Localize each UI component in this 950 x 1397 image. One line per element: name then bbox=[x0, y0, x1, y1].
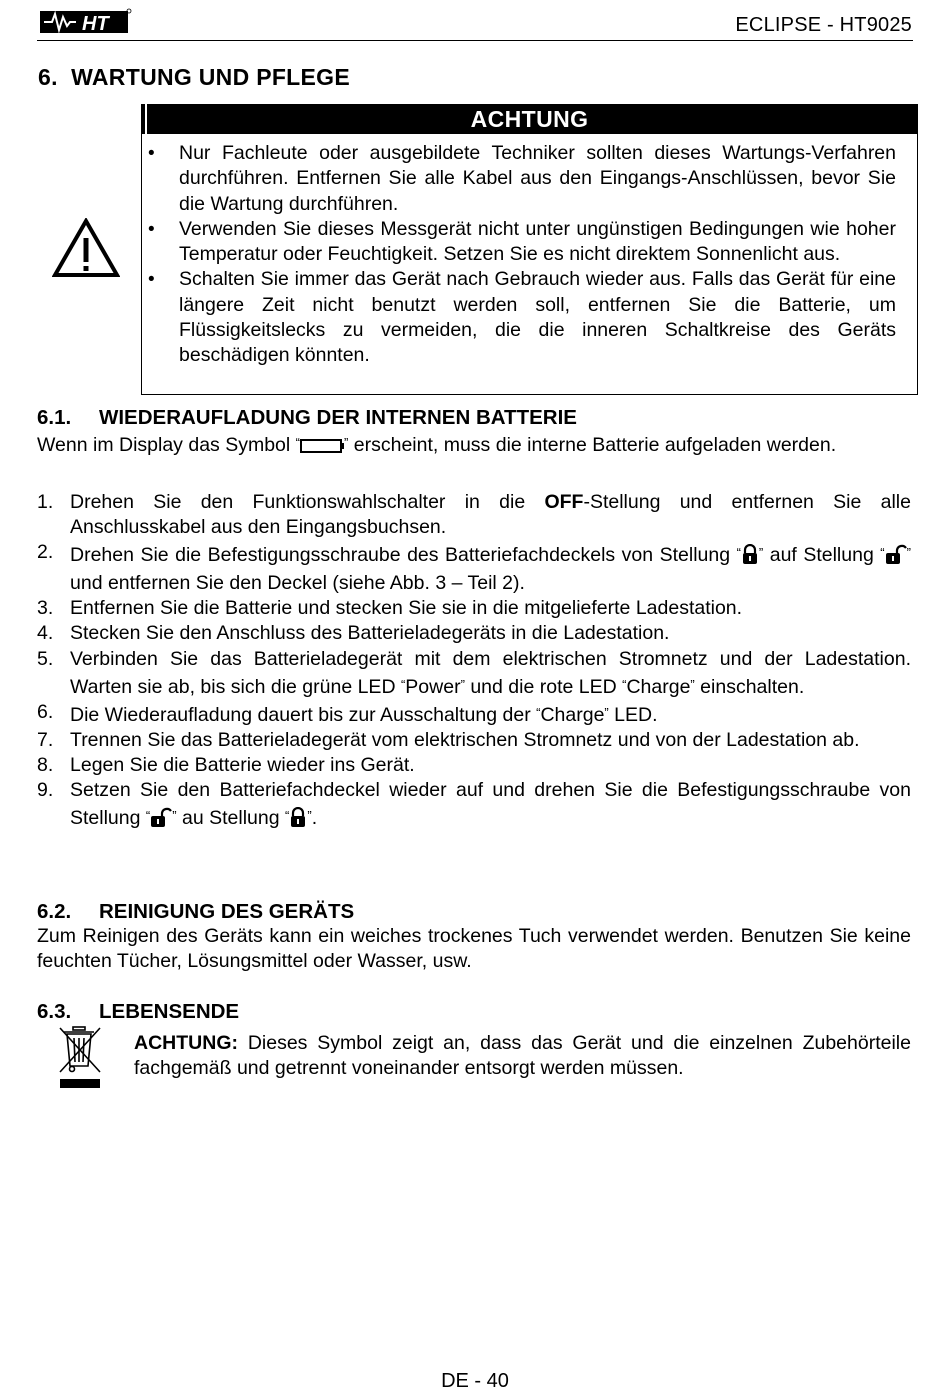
quote-open: “ bbox=[622, 676, 627, 692]
item-number: 6. bbox=[37, 700, 54, 723]
list-item bbox=[37, 778, 911, 834]
list-item bbox=[37, 540, 911, 596]
item-number: 4. bbox=[37, 622, 54, 645]
step-text: . bbox=[311, 807, 318, 830]
warning-heading: ACHTUNG bbox=[141, 104, 918, 134]
item-number: 9. bbox=[37, 779, 54, 802]
step-text: Die Wiederaufladung dauert bis zur Ausschaltung der bbox=[70, 703, 537, 726]
step-text: -Stellung und entfernen Sie alle Anschlusskabel aus den Eingangsbuchsen. bbox=[70, 491, 911, 539]
lock-open-icon bbox=[885, 544, 907, 571]
ht-logo bbox=[40, 8, 132, 41]
step-text: Drehen Sie den Funktionswahlschalter in die bbox=[70, 491, 545, 513]
step-text: Trennen Sie das Batterieladegerät vom elektrischen Stromnetz und von der Ladestation ab. bbox=[70, 728, 860, 751]
step-text: Stecken Sie den Anschluss des Batterieladegeräts in die Ladestation. bbox=[70, 622, 670, 645]
list-item bbox=[37, 647, 911, 700]
section-6-3-text bbox=[134, 1031, 911, 1081]
led-charge-label: Charge bbox=[540, 703, 605, 726]
lock-closed-icon bbox=[741, 544, 759, 571]
step-text: Verbinden Sie das Batterieladegerät mit dem elektrischen Stromnetz und der Ladestation. Warten sie ab, bis sich die grüne LED bbox=[70, 647, 911, 698]
lock-open-icon bbox=[150, 807, 172, 834]
quote-open: “ bbox=[285, 808, 290, 824]
section-title: LEBENSENDE bbox=[99, 1000, 240, 1023]
quote-open: “ bbox=[536, 704, 541, 720]
section-6-1-intro bbox=[37, 430, 911, 461]
quote-open: “ bbox=[400, 676, 406, 692]
intro-text: Wenn im Display das Symbol bbox=[37, 434, 296, 456]
item-number: 5. bbox=[37, 647, 54, 670]
step-text: LED. bbox=[608, 703, 658, 726]
section-6-2-text: Zum Reinigen des Geräts kann ein weiches trockenes Tuch verwendet werden. Benutzen Sie keine feuchten Tücher, Lösungsmittel oder Wasser, usw. bbox=[37, 925, 911, 972]
list-item bbox=[37, 621, 911, 646]
warning-item: • Schalten Sie immer das Gerät nach Gebrauch wieder aus. Falls das Gerät für eine längere Zeit nicht benutzt werden soll, entfernen Sie die Batterie, um Flüssigkeitslecks zu vermeiden, die die inneren Schaltkreise des Geräts beschädigen könnten. bbox=[148, 267, 896, 368]
charging-steps bbox=[37, 490, 911, 834]
quote-close: ” bbox=[172, 808, 177, 824]
quote-close: ” bbox=[460, 676, 465, 692]
quote-close: ” bbox=[758, 545, 764, 561]
item-number: 7. bbox=[37, 728, 54, 751]
quote-close: ” bbox=[690, 676, 695, 692]
disposal-text: Dieses Symbol zeigt an, dass das Gerät und die einzelnen Zubehörteile fachgemäß und getrennt voneinander entsorgt werden müssen. bbox=[134, 1032, 911, 1079]
section-6-title: 6. WARTUNG UND PFLEGE bbox=[38, 64, 351, 90]
led-charge-label: Charge bbox=[626, 675, 691, 698]
list-item bbox=[37, 490, 911, 540]
list-item bbox=[37, 753, 911, 778]
section-number: 6.1. bbox=[37, 406, 72, 429]
item-number: 1. bbox=[37, 491, 54, 513]
step-text: Drehen Sie die Befestigungsschraube des Batteriefachdeckels von Stellung bbox=[70, 544, 737, 567]
step-text: Entfernen Sie die Batterie und stecken Sie sie in die mitgelieferte Ladestation. bbox=[70, 597, 743, 620]
section-number: 6.2. bbox=[37, 900, 72, 923]
quote-close: ” bbox=[307, 808, 312, 824]
step-text: Setzen Sie den Batteriefachdeckel wieder auf und drehen Sie die Befestigungsschraube von Stellung bbox=[70, 779, 911, 830]
quote-open: “ bbox=[295, 435, 300, 450]
page-number: DE - 40 bbox=[441, 1370, 509, 1392]
step-text: au Stellung bbox=[176, 807, 285, 830]
section-number: 6.3. bbox=[37, 1000, 72, 1023]
list-item bbox=[37, 728, 911, 753]
item-number: 8. bbox=[37, 753, 54, 776]
logo-text: HT bbox=[82, 13, 109, 35]
list-item bbox=[37, 700, 911, 728]
section-title: WIEDERAUFLADUNG DER INTERNEN BATTERIE bbox=[99, 406, 577, 429]
header-divider bbox=[37, 40, 913, 41]
quote-close: ” bbox=[906, 545, 911, 561]
battery-icon bbox=[300, 436, 344, 461]
quote-open: “ bbox=[736, 545, 741, 561]
step-text: und entfernen Sie den Deckel (siehe Abb. 3 – Teil 2). bbox=[70, 572, 525, 595]
quote-close: ” bbox=[344, 435, 349, 450]
weee-bin-icon bbox=[56, 1024, 104, 1095]
item-number: 2. bbox=[37, 541, 54, 564]
lock-closed-icon bbox=[289, 807, 307, 834]
step-text: Legen Sie die Batterie wieder ins Gerät. bbox=[70, 753, 415, 776]
step-text: auf Stellung bbox=[763, 544, 881, 567]
step-text: einschalten. bbox=[694, 675, 805, 698]
section-6-2-heading bbox=[37, 900, 354, 924]
step-text: und die rote LED bbox=[464, 675, 623, 698]
section-6-1-heading bbox=[37, 406, 577, 430]
section-6-3-heading bbox=[37, 1000, 239, 1024]
warning-item: • Verwenden Sie dieses Messgerät nicht unter ungünstigen Bedingungen wie hoher Temperatur oder Feuchtigkeit. Setzen Sie es nicht direktem Sonnenlicht aus. bbox=[148, 217, 896, 268]
document-title: ECLIPSE - HT9025 bbox=[735, 14, 912, 36]
step-bold: OFF bbox=[544, 491, 584, 513]
led-power-label: Power bbox=[405, 675, 461, 698]
achtung-label: ACHTUNG: bbox=[134, 1032, 238, 1054]
quote-open: “ bbox=[880, 545, 885, 561]
warning-list bbox=[148, 141, 896, 369]
item-number: 3. bbox=[37, 597, 54, 620]
section-title: REINIGUNG DES GERÄTS bbox=[99, 900, 355, 923]
quote-close: ” bbox=[604, 704, 609, 720]
quote-open: “ bbox=[145, 808, 151, 824]
warning-item: • Nur Fachleute oder ausgebildete Techniker sollten dieses Wartungs-Verfahren durchführen. Entfernen Sie alle Kabel aus den Eingangs-Anschlüssen, bevor Sie die Wartung durchführen. bbox=[148, 141, 896, 217]
intro-text: erscheint, muss die interne Batterie aufgeladen werden. bbox=[348, 434, 837, 456]
warning-triangle-icon bbox=[52, 218, 120, 283]
list-item bbox=[37, 596, 911, 621]
